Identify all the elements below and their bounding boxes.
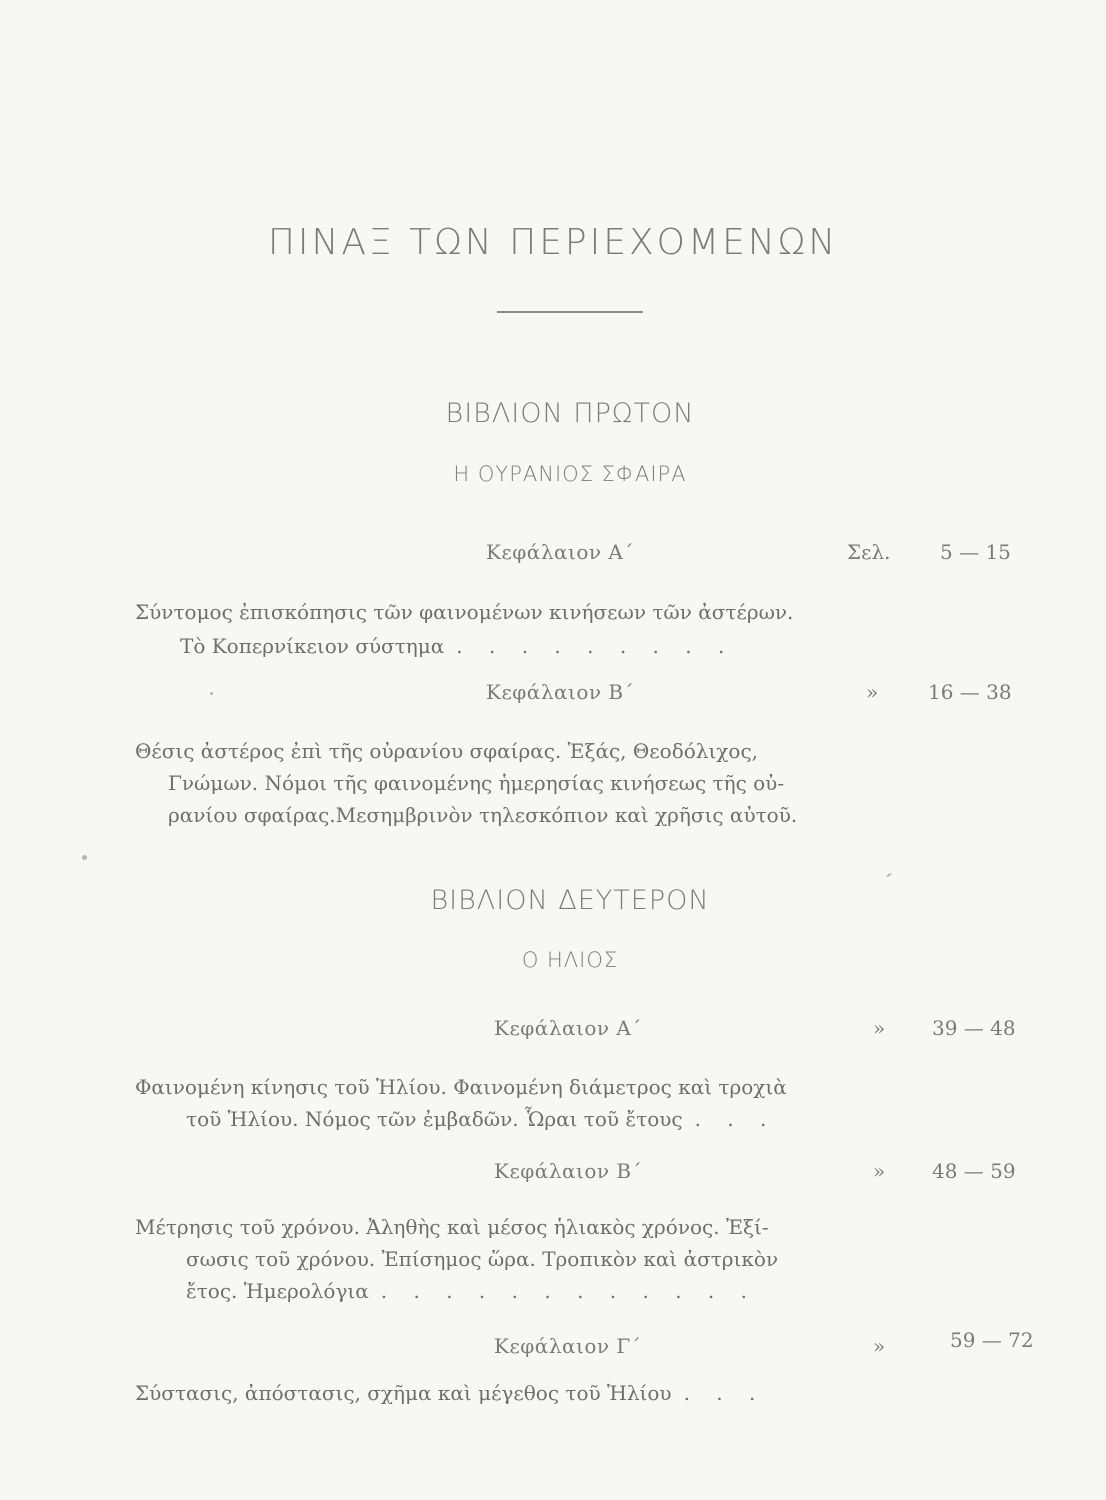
- line-text: Τὸ Κοπερνίκειον σύστημα: [180, 634, 445, 658]
- scan-speck: [210, 692, 213, 695]
- book-1-chapter-1-sel: Σελ.: [847, 540, 891, 564]
- line-text: ἔτος. Ἡμερολόγια: [186, 1279, 369, 1303]
- line-text: τοῦ Ἡλίου. Νόμος τῶν ἐμβαδῶν. Ὧραι τοῦ ἔτους: [186, 1107, 683, 1131]
- book-2-heading: ΒΙΒΛΙΟΝ ΔΕΥΤΕΡΟΝ: [430, 885, 710, 916]
- book-1-chapter-2-label: Κεφάλαιον Β΄: [486, 680, 635, 704]
- line-text: Σύστασις, ἀπόστασις, σχῆμα καὶ μέγεθος τοῦ Ἡλίου: [135, 1381, 672, 1405]
- scan-speck: [82, 855, 87, 860]
- book-2-chapter-3-line-1: [135, 1381, 765, 1405]
- book-1-subtitle: Η ΟΥΡΑΝΙΟΣ ΣΦΑΙΡΑ: [453, 462, 687, 486]
- book-2-chapter-1-sel: »: [873, 1016, 886, 1040]
- book-1-chapter-2-line-2: Γνώμων. Νόμοι τῆς φαινομένης ἡμερησίας κινήσεως τῆς οὐ-: [168, 771, 785, 795]
- book-1-chapter-2-sel: »: [866, 680, 879, 704]
- book-2-chapter-1-label: Κεφάλαιον Α΄: [494, 1016, 642, 1040]
- book-2-chapter-3-sel: »: [873, 1334, 886, 1358]
- leader-dots: . . . . . . . . . . . .: [380, 1279, 758, 1303]
- book-2-subtitle: Ο ΗΛΙΟΣ: [521, 948, 619, 972]
- book-1-chapter-2-pages: 16 — 38: [928, 680, 1012, 704]
- book-2-chapter-2-pages: 48 — 59: [932, 1159, 1016, 1183]
- leader-dots: . . .: [694, 1107, 777, 1131]
- leader-dots: . . . . . . . . .: [456, 634, 735, 658]
- book-1-chapter-2-line-3: ρανίου σφαίρας.Μεσημβρινὸν τηλεσκόπιον καὶ χρῆσις αὐτοῦ.: [168, 803, 798, 827]
- book-2-chapter-1-line-1: Φαινομένη κίνησις τοῦ Ἡλίου. Φαινομένη διάμετρος καὶ τροχιὰ: [135, 1075, 787, 1099]
- book-2-chapter-2-line-1: Μέτρησις τοῦ χρόνου. Ἀληθὴς καὶ μέσος ἡλιακὸς χρόνος. Ἐξί-: [135, 1215, 769, 1239]
- book-2-chapter-2-line-3: [186, 1279, 757, 1303]
- page-title: ΠΙΝΑΞ ΤΩΝ ΠΕΡΙΕΧΟΜΕΝΩΝ: [267, 222, 839, 263]
- book-2-chapter-1-line-2: [186, 1107, 776, 1131]
- book-1-chapter-1-line-2: [180, 634, 734, 658]
- book-1-chapter-1-label: Κεφάλαιον Α΄: [486, 540, 634, 564]
- book-2-chapter-2-sel: »: [873, 1159, 886, 1183]
- book-2-chapter-1-pages: 39 — 48: [932, 1016, 1016, 1040]
- title-rule: [497, 311, 643, 313]
- scan-speck: [886, 872, 892, 877]
- book-1-heading: ΒΙΒΛΙΟΝ ΠΡΩΤΟΝ: [445, 398, 695, 429]
- book-2-chapter-2-label: Κεφάλαιον Β΄: [494, 1159, 643, 1183]
- book-1-chapter-1-pages: 5 — 15: [940, 540, 1011, 564]
- book-1-chapter-1-line-1: Σύντομος ἐπισκόπησις τῶν φαινομένων κινήσεων τῶν ἀστέρων.: [135, 600, 794, 624]
- leader-dots: . . .: [683, 1381, 766, 1405]
- book-2-chapter-2-line-2: σωσις τοῦ χρόνου. Ἐπίσημος ὥρα. Τροπικὸν καὶ ἀστρικὸν: [186, 1247, 779, 1271]
- book-1-chapter-2-line-1: Θέσις ἀστέρος ἐπὶ τῆς οὐρανίου σφαίρας. Ἑξάς, Θεοδόλιχος,: [135, 739, 759, 763]
- book-2-chapter-3-label: Κεφάλαιον Γ΄: [494, 1334, 642, 1358]
- book-2-chapter-3-pages: 59 — 72: [950, 1328, 1034, 1352]
